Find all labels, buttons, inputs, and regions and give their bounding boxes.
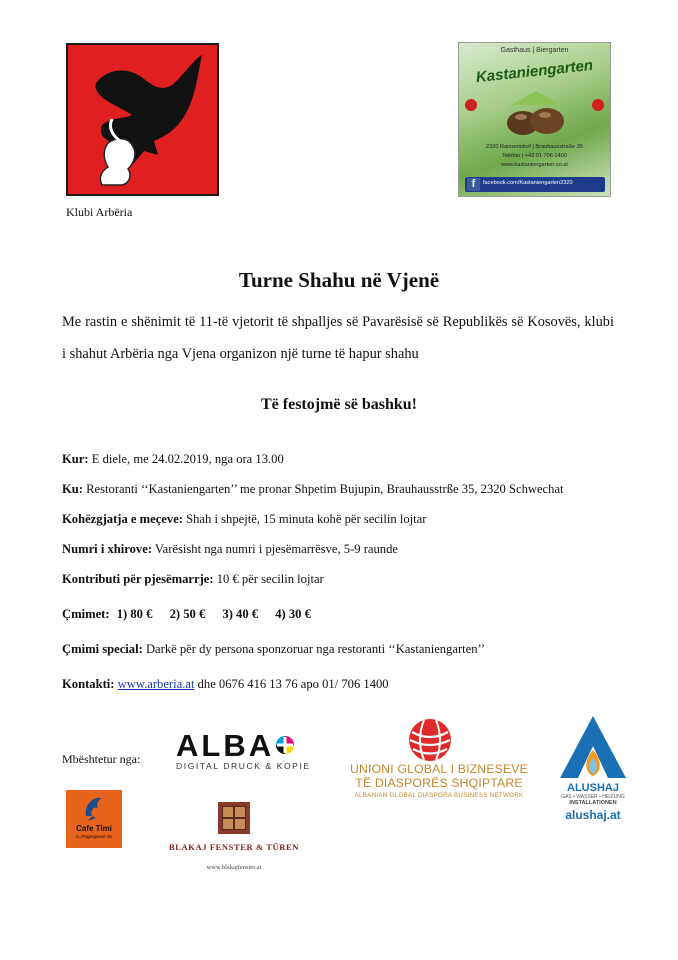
detail-kur-label: Kur: [62, 452, 89, 466]
prize-1: 1) 80 € [116, 607, 153, 621]
blakaj-url: www.blakajfenster.at [206, 864, 262, 871]
detail-kontakti [62, 677, 389, 692]
alushaj-sub: GAS • WASSER • HEIZUNG [561, 794, 625, 800]
detail-numri-label: Numri i xhirove: [62, 542, 153, 556]
detail-kohezgjatja [62, 512, 426, 527]
intro-text: Me rastin e shënimit të 11-të vjetorit të shpalljes së Pavarësisë së Republikës së Kosovës, klubi i shahut Arbëria nga Vjena organizon një turne të hapur shahu [62, 314, 614, 362]
detail-kontributi-value: 10 € për secilin lojtar [213, 572, 324, 586]
detail-numri-value: Varësisht nga numri i pjesëmarrësve, 5-9 raunde [152, 542, 398, 556]
cmyk-cross-icon [276, 736, 294, 754]
blakaj-window-icon [218, 802, 250, 834]
blakaj-logo [146, 842, 322, 871]
alba-sub: DIGITAL DRUCK & KOPIE [176, 761, 311, 771]
blakaj-name: BLAKAJ FENSTER & TÜREN [169, 842, 299, 852]
dolphin-icon [82, 794, 106, 822]
arberia-link[interactable]: www.arberia.at [117, 677, 195, 691]
detail-kur-value: E diele, me 24.02.2019, nga ora 13.00 [88, 452, 284, 466]
detail-kontakti-label: Kontakti: [62, 677, 115, 691]
club-caption: Klubi Arbëria [66, 205, 133, 219]
unioni-line-1: UNIONI GLOBAL I BIZNESEVE [350, 762, 528, 776]
alushaj-install: INSTALLATIONEN [569, 800, 617, 806]
prize-2: 2) 50 € [169, 607, 206, 621]
cafe-timi-name: Cafe Timi [76, 824, 112, 833]
detail-kohezgjatja-value: Shah i shpejtë, 15 minuta kohë për secilin lojtar [182, 512, 427, 526]
detail-cmimet-label: Çmimet: [62, 607, 110, 621]
detail-cmimet [62, 607, 311, 622]
cafe-timi-logo [66, 790, 122, 848]
subtitle: Të festojmë së bashku! [261, 396, 417, 413]
beer-badge-right-icon [592, 99, 604, 111]
kastaniengarten-top: Gasthaus | Biergarten [500, 47, 569, 54]
alushaj-name: ALUSHAJ [567, 782, 619, 794]
facebook-url: facebook.com/Kastaniengarten2320 [483, 180, 573, 186]
detail-ku-label: Ku: [62, 482, 83, 496]
detail-kontakti-value: dhe 0676 416 13 76 apo 01/ 706 1400 [194, 677, 389, 691]
alba-logo [176, 728, 311, 771]
alba-name: ALBA [176, 728, 275, 763]
detail-kur [62, 452, 284, 467]
unioni-line-2: TË DIASPORËS SHQIPTARE [355, 776, 523, 790]
kastaniengarten-address: 2320 Rannersdorf | Brauhausstraße 35 [486, 144, 583, 150]
globe-icon [408, 718, 452, 762]
chestnut-icon [501, 87, 571, 143]
unioni-global-logo [344, 762, 534, 799]
page-title: Turne Shahu në Vjenë [238, 268, 440, 292]
alushaj-logo [556, 782, 630, 822]
detail-ku-value: Restoranti ‘‘Kastaniengarten’’ me pronar Shpetim Bujupin, Brauhausstrße 35, 2320 Schwechat [83, 482, 564, 496]
detail-special-value: Darkë për dy persona sponzoruar nga restoranti ‘‘Kastaniengarten’’ [142, 642, 486, 656]
beer-badge-left-icon [465, 99, 477, 111]
alushaj-a-icon [558, 714, 628, 780]
facebook-bar [465, 177, 605, 192]
detail-kontributi-label: Kontributi për pjesëmarrje: [62, 572, 214, 586]
detail-special-label: Çmimi special: [62, 642, 143, 656]
facebook-icon: f [467, 178, 480, 191]
prize-3: 3) 40 € [222, 607, 259, 621]
kastaniengarten-name: Kastaniengarten [475, 56, 594, 87]
kastaniengarten-phone: Telefon | +43 01 706 1400 [502, 153, 567, 159]
detail-ku [62, 482, 564, 497]
eagle-chess-knight-icon [68, 45, 217, 194]
prize-4: 4) 30 € [275, 607, 311, 621]
cafe-timi-address: 5.,Rögergasse 16 [76, 834, 112, 839]
unioni-line-3: ALBANIAN GLOBAL DIASPORA BUSINESS NETWORK [354, 792, 524, 799]
kastaniengarten-logo [458, 42, 611, 197]
detail-numri [62, 542, 398, 557]
detail-kontributi [62, 572, 324, 587]
detail-special [62, 642, 485, 657]
alushaj-url: alushaj.at [565, 808, 621, 822]
club-arberia-logo [66, 43, 219, 196]
supported-by-label: Mbështetur nga: [62, 752, 141, 766]
detail-kohezgjatja-label: Kohëzgjatja e meçeve: [62, 512, 183, 526]
kastaniengarten-web: www.kastaniengarten.co.at [501, 162, 568, 168]
